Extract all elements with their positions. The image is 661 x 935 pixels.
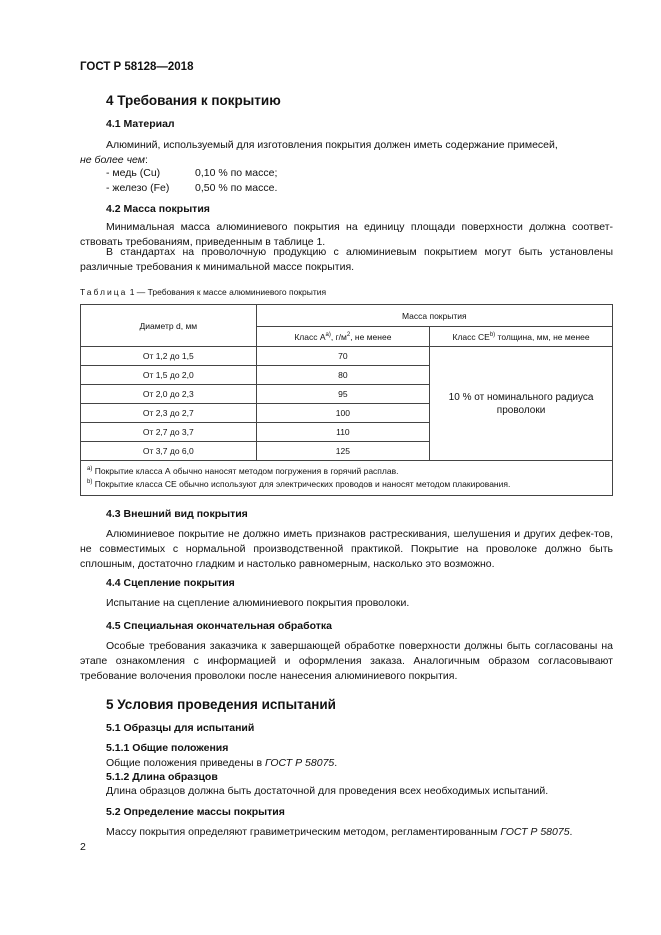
header-coating-mass-label: Масса покрытия — [401, 310, 467, 321]
cell-diameter: От 3,7 до 6,0 — [81, 442, 257, 461]
cell-class-a: 70 — [256, 347, 430, 366]
header-class-ce — [430, 327, 613, 347]
class-ce-value: 10 % от номинального радиуса проволоки — [448, 391, 594, 416]
header-class-a — [256, 327, 430, 347]
section-4-2-para1: Минимальная масса алюминиевого покрытия на единицу площади поверхности должна соответ-ствовать требованиям, приведенным в таблице 1. — [80, 221, 613, 248]
coating-mass-table — [80, 304, 613, 496]
exponent: 2 — [346, 331, 351, 338]
section-4-title: 4 Требования к покрытию — [106, 93, 281, 108]
section-5-1-title: 5.1 Образцы для испытаний — [106, 722, 255, 734]
section-4-3-text: Алюминиевое покрытие не должно иметь признаков растрескивания, шелушения и других дефек-тов, не совместимых с нормальной производственной практикой. Покрытие на проволоке должно быть сплошным, достаточно гладким и настолько равномерным, насколько это возможно. — [80, 528, 613, 570]
section-5-2-text — [106, 825, 572, 840]
period: . — [334, 757, 338, 769]
page-number: 2 — [80, 841, 86, 853]
cell-class-ce — [430, 347, 613, 461]
table-caption-text: 1 — Требования к массе алюминиевого покрытия — [127, 287, 327, 297]
emphasis-text: не более чем — [80, 154, 145, 166]
footnote-mark: a) — [87, 466, 93, 473]
section-4-1-line1: Алюминий, используемый для изготовления покрытия должен иметь содержание примесей, — [106, 139, 558, 151]
section-5-1-2-title: 5.1.2 Длина образцов — [106, 771, 218, 783]
table-note-b — [87, 478, 606, 491]
section-4-2-para2: В стандартах на проволочную продукцию с алюминиевым покрытием могут быть установлены различные требования к минимальной массе покрытия. — [80, 246, 613, 273]
table-caption — [80, 287, 326, 297]
header-coating-mass — [256, 305, 612, 327]
document-header: ГОСТ Р 58128—2018 — [80, 61, 194, 73]
cell-class-a: 125 — [256, 442, 430, 461]
section-4-1-text — [80, 138, 613, 168]
standard-reference: ГОСТ Р 58075 — [500, 826, 570, 838]
period: . — [569, 826, 573, 838]
note-text: Покрытие класса СЕ обычно используют для электрических проводов и наносят методом плакирования. — [92, 479, 511, 489]
cell-diameter: От 2,7 до 3,7 — [81, 423, 257, 442]
section-4-5-title: 4.5 Специальная окончательная обработка — [106, 620, 332, 632]
text: Общие положения приведены в — [106, 757, 266, 769]
class-a-label: Класс А — [294, 331, 326, 342]
section-4-1-title: 4.1 Материал — [106, 118, 175, 130]
section-4-5-text: Особые требования заказчика к завершающей обработке поверхности должны быть согласованы на этапе ознакомления с информацией и оформления заказа. Аналогичным образом согласовывают требование волочения проволоки после нанесения алюминиевого покрытия. — [80, 640, 613, 682]
section-5-1-1-text — [106, 756, 337, 771]
section-5-2-title: 5.2 Определение массы покрытия — [106, 806, 285, 818]
class-ce-label: Класс СЕ — [452, 331, 490, 342]
section-4-3-title: 4.3 Внешний вид покрытия — [106, 508, 248, 520]
table-caption-word: Таблица — [80, 287, 128, 297]
section-5-title: 5 Условия проведения испытаний — [106, 697, 336, 712]
header-diameter-label: Диаметр d, мм — [139, 320, 198, 331]
section-4-4-title: 4.4 Сцепление покрытия — [106, 577, 235, 589]
impurity-label: - медь (Cu) — [106, 167, 161, 179]
header-diameter — [81, 305, 257, 347]
cell-diameter: От 1,5 до 2,0 — [81, 366, 257, 385]
note-text: Покрытие класса А обычно наносят методом погружения в горячий расплав. — [92, 466, 399, 476]
unit-text: , г/м — [330, 331, 347, 342]
impurity-label: - железо (Fe) — [106, 182, 170, 194]
footnote-mark: b) — [87, 479, 93, 486]
thickness-text: толщина, мм, не менее — [495, 331, 590, 342]
impurity-value: 0,10 % по массе; — [195, 167, 278, 179]
colon: : — [144, 154, 148, 166]
footnote-mark: b) — [489, 331, 496, 338]
table-notes — [81, 461, 613, 496]
min-text: , не менее — [350, 331, 392, 342]
cell-class-a: 80 — [256, 366, 430, 385]
section-4-2-title: 4.2 Масса покрытия — [106, 203, 210, 215]
section-5-1-1-title: 5.1.1 Общие положения — [106, 742, 229, 754]
impurity-item-iron — [106, 181, 278, 196]
cell-class-a: 95 — [256, 385, 430, 404]
section-5-1-2-text: Длина образцов должна быть достаточной для проведения всех необходимых испытаний. — [106, 785, 549, 797]
cell-class-a: 100 — [256, 404, 430, 423]
cell-class-a: 110 — [256, 423, 430, 442]
cell-diameter: От 2,0 до 2,3 — [81, 385, 257, 404]
section-4-4-text: Испытание на сцепление алюминиевого покрытия проволоки. — [106, 597, 410, 609]
standard-reference: ГОСТ Р 58075 — [265, 757, 335, 769]
impurity-value: 0,50 % по массе. — [195, 182, 278, 194]
cell-diameter: От 1,2 до 1,5 — [81, 347, 257, 366]
text: Массу покрытия определяют гравиметрическим методом, регламентированным — [106, 826, 501, 838]
table-note-a — [87, 465, 606, 478]
cell-diameter: От 2,3 до 2,7 — [81, 404, 257, 423]
footnote-mark: a) — [325, 331, 331, 338]
impurity-item-copper — [106, 166, 278, 181]
